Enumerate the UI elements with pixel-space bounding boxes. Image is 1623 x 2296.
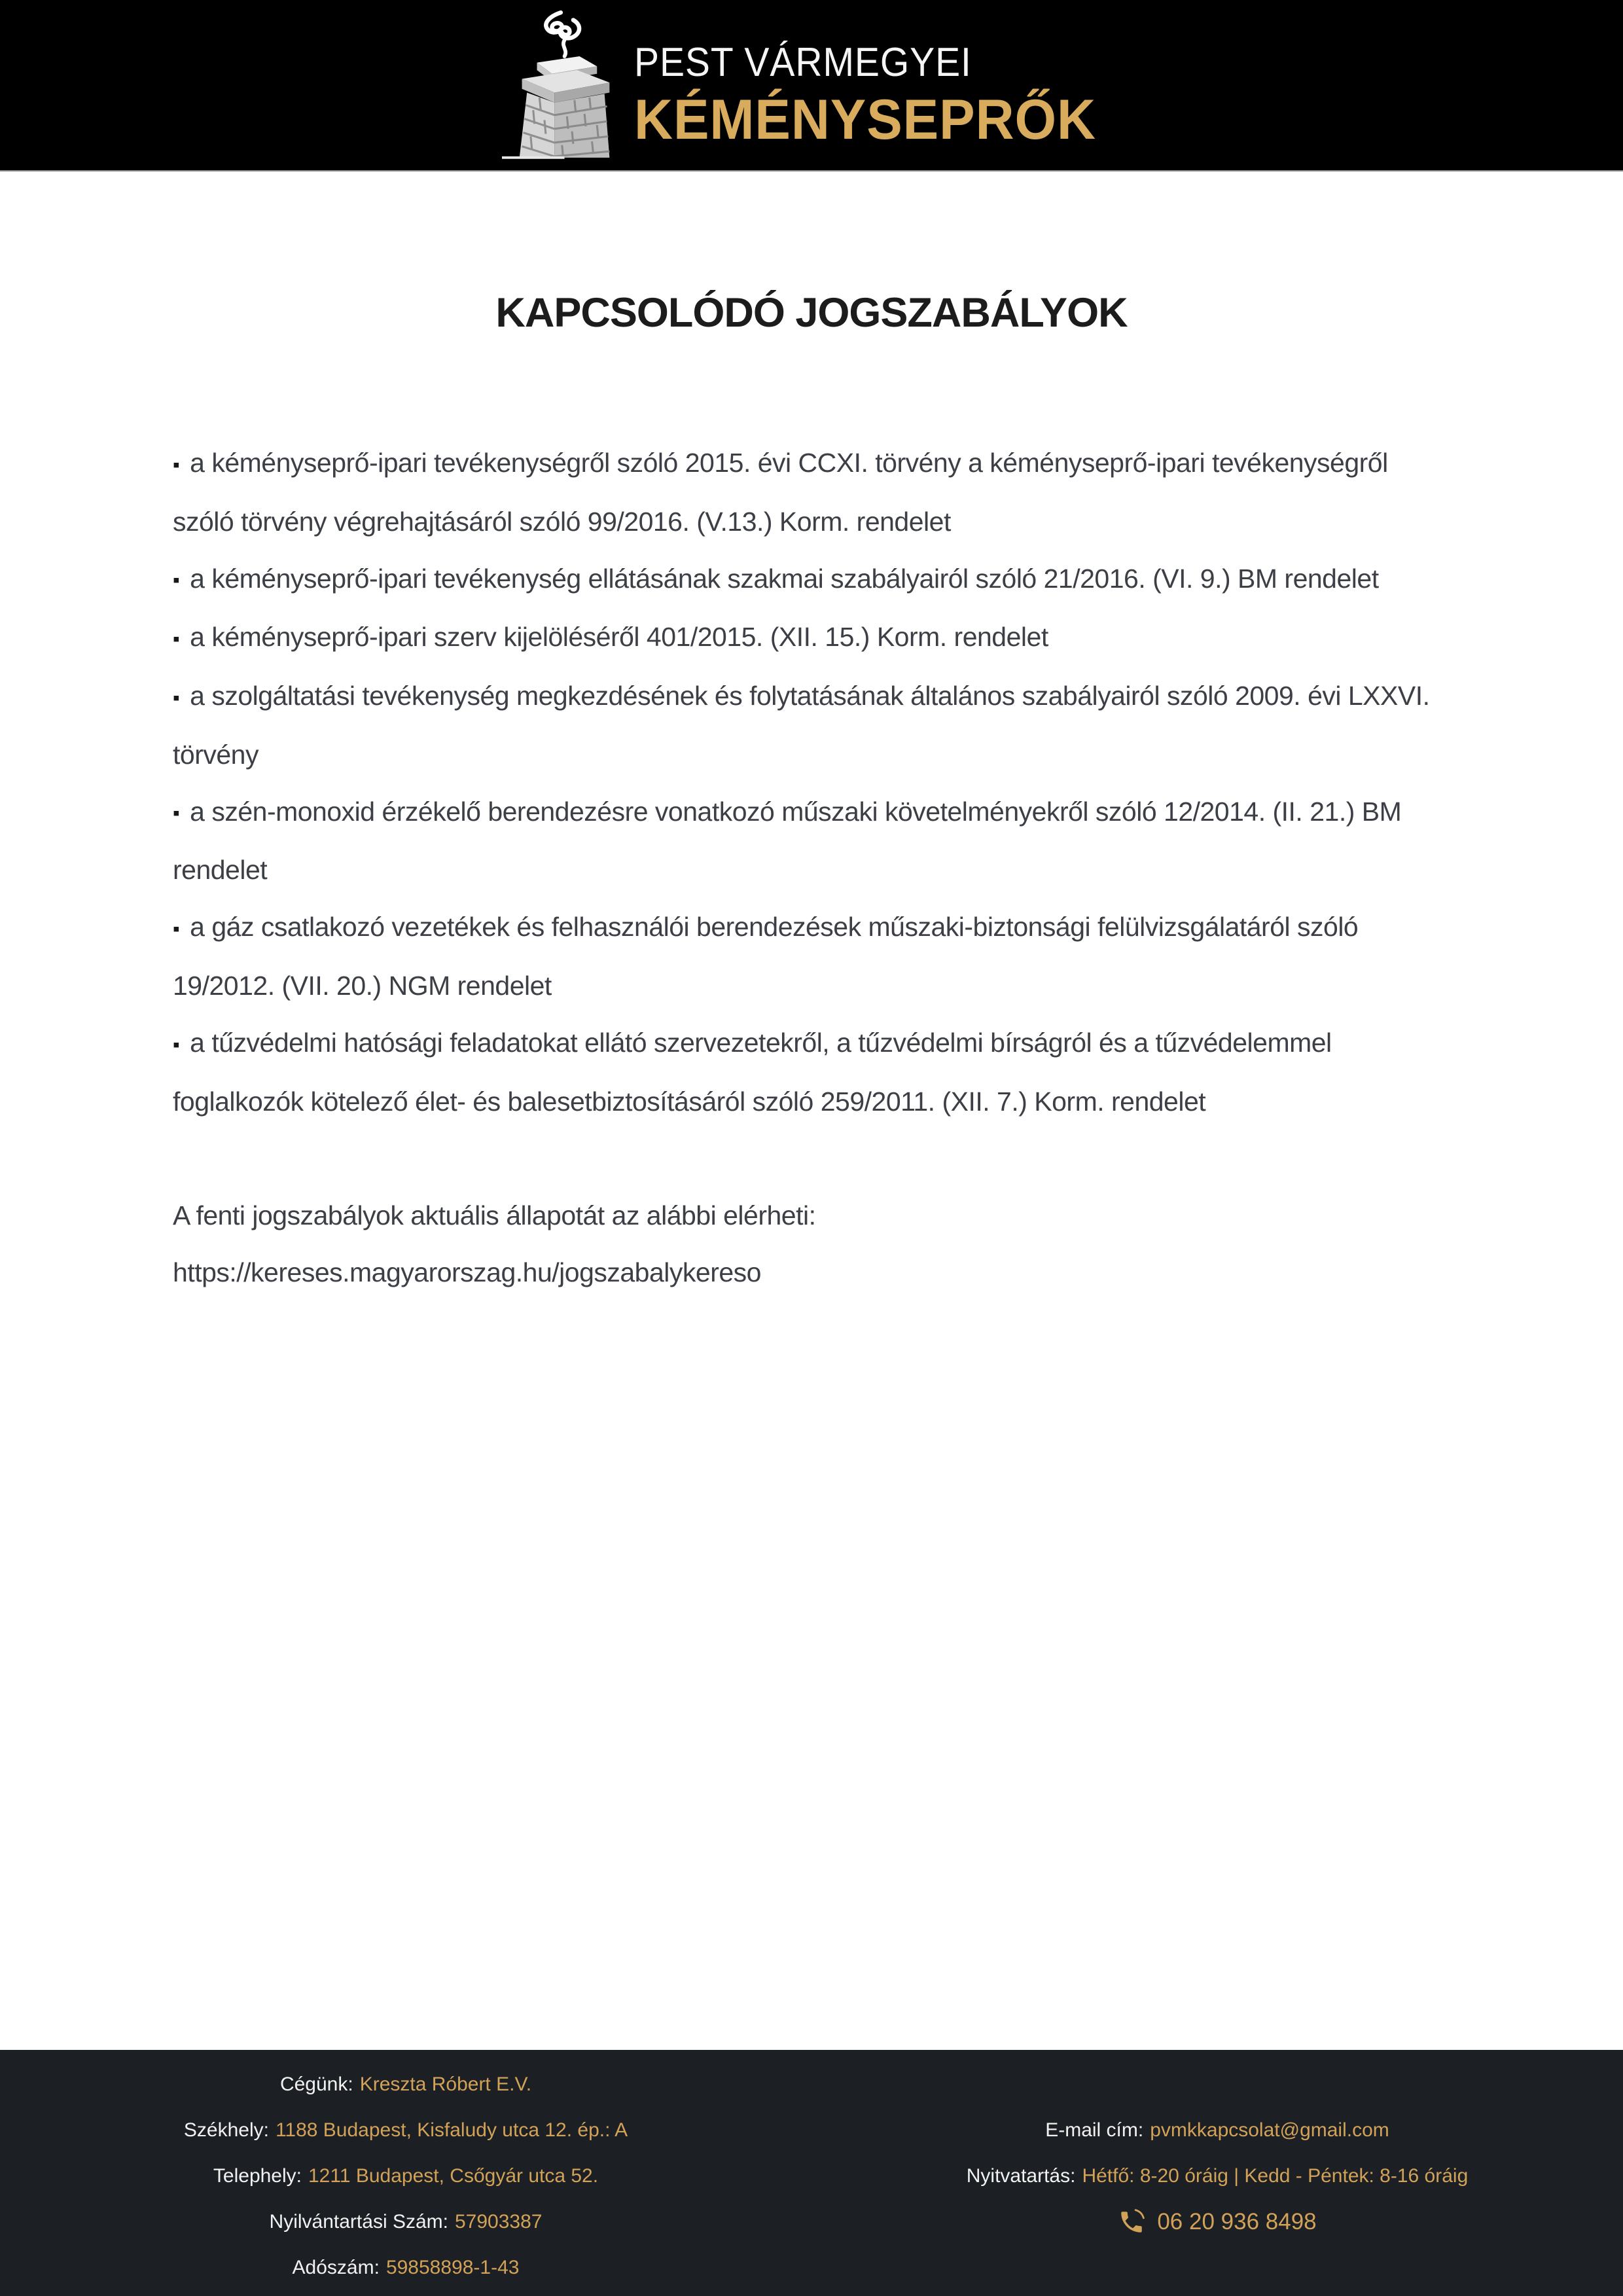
footer	[0, 2050, 1623, 2296]
law-item	[173, 668, 1450, 783]
law-item	[173, 550, 1450, 609]
footer-row-email	[1045, 2108, 1389, 2153]
logo-line1: PEST VÁRMEGYEI	[634, 40, 972, 85]
logo-line2: KÉMÉNYSEPRŐK	[634, 88, 1097, 151]
law-item-text: a kéményseprő-ipari szerv kijelöléséről 401/2015. (XII. 15.) Korm. rendelet	[190, 622, 1048, 653]
phone-link[interactable]	[1118, 2199, 1316, 2245]
header	[0, 0, 1623, 171]
company-value: Kreszta Róbert E.V.	[359, 2073, 532, 2095]
footer-company-column	[0, 2050, 812, 2296]
law-item	[173, 435, 1450, 550]
footer-row-hq	[184, 2108, 628, 2153]
footer-row-hours	[967, 2153, 1469, 2199]
registration-value: 57903387	[454, 2211, 543, 2233]
tax-value: 59858898-1-43	[385, 2257, 520, 2278]
law-item-text: a szolgáltatási tevékenység megkezdésének és folytatásának általános szabályairól szóló 2009. évi LXXVI. törvény	[173, 681, 1430, 770]
law-item-text: a gáz csatlakozó vezetékek és felhasználói berendezések műszaki-biztonsági felülvizsgálatáról szóló 19/2012. (VII. 20.) NGM rendelet	[173, 912, 1359, 1001]
law-item	[173, 609, 1450, 668]
closing-text: A fenti jogszabályok aktuális állapotát az alábbi elérheti:	[173, 1200, 816, 1230]
law-item-text: a szén-monoxid érzékelő berendezésre vonatkozó műszaki követelményekről szóló 12/2014. (II. 21.) BM rendelet	[173, 796, 1402, 886]
law-item-text: a tűzvédelmi hatósági feladatokat ellátó szervezetekről, a tűzvédelmi bírságról és a tűzvédelemmel foglalkozók kötelező élet- és balesetbiztosításáról szóló 259/2011. (XII. 7.) Korm. rendelet	[173, 1028, 1332, 1117]
law-item-text: a kéményseprő-ipari tevékenységről szóló 2015. évi CCXI. törvény a kéményseprő-ipari tevékenységről szóló törvény végrehajtásáról szóló 99/2016. (V.13.) Korm. rendelet	[173, 448, 1388, 537]
footer-row-site	[213, 2153, 598, 2199]
page-title: KAPCSOLÓDÓ JOGSZABÁLYOK	[495, 290, 1128, 336]
chimney-smoke-icon	[502, 10, 615, 160]
footer-row-company	[280, 2062, 531, 2108]
law-item-text: a kéményseprő-ipari tevékenység ellátásának szakmai szabályairól szóló 21/2016. (VI. 9.) BM rendelet	[190, 563, 1379, 594]
main-content	[0, 171, 1623, 2050]
footer-row-registration	[270, 2199, 543, 2245]
company-label: Cégünk:	[279, 2073, 353, 2095]
tax-label: Adószám:	[292, 2257, 380, 2278]
bullet-icon: ▪	[173, 454, 180, 476]
site-value: 1211 Budapest, Csőgyár utca 52.	[308, 2165, 599, 2187]
bullet-icon: ▪	[173, 918, 180, 941]
site-label: Telephely:	[213, 2165, 302, 2187]
logo-text	[634, 37, 1120, 160]
footer-contact-column	[812, 2050, 1623, 2296]
law-item	[173, 783, 1450, 899]
bullet-icon: ▪	[173, 802, 180, 825]
law-item	[173, 1014, 1450, 1130]
footer-row-tax	[293, 2245, 520, 2291]
registration-label: Nyilvántartási Szám:	[269, 2211, 448, 2233]
phone-icon	[1118, 2208, 1145, 2236]
bullet-icon: ▪	[173, 687, 180, 709]
hours-label: Nyitvatartás:	[966, 2165, 1076, 2187]
logo[interactable]	[502, 10, 1120, 160]
hours-value: Hétfő: 8-20 óráig | Kedd - Péntek: 8-16 óráig	[1082, 2165, 1469, 2187]
hq-value: 1188 Budapest, Kisfaludy utca 12. ép.: A	[275, 2119, 628, 2141]
email-link[interactable]: pvmkkapcsolat@gmail.com	[1150, 2119, 1389, 2141]
bullet-icon: ▪	[173, 628, 180, 651]
hq-label: Székhely:	[183, 2119, 269, 2141]
law-search-link[interactable]: https://kereses.magyarorszag.hu/jogszabalykereso	[173, 1257, 761, 1287]
bullet-icon: ▪	[173, 1033, 180, 1056]
bullet-icon: ▪	[173, 569, 180, 592]
email-label: E-mail cím:	[1045, 2119, 1144, 2141]
law-item	[173, 899, 1450, 1014]
law-list	[173, 435, 1450, 1301]
phone-number: 06 20 936 8498	[1157, 2209, 1317, 2234]
